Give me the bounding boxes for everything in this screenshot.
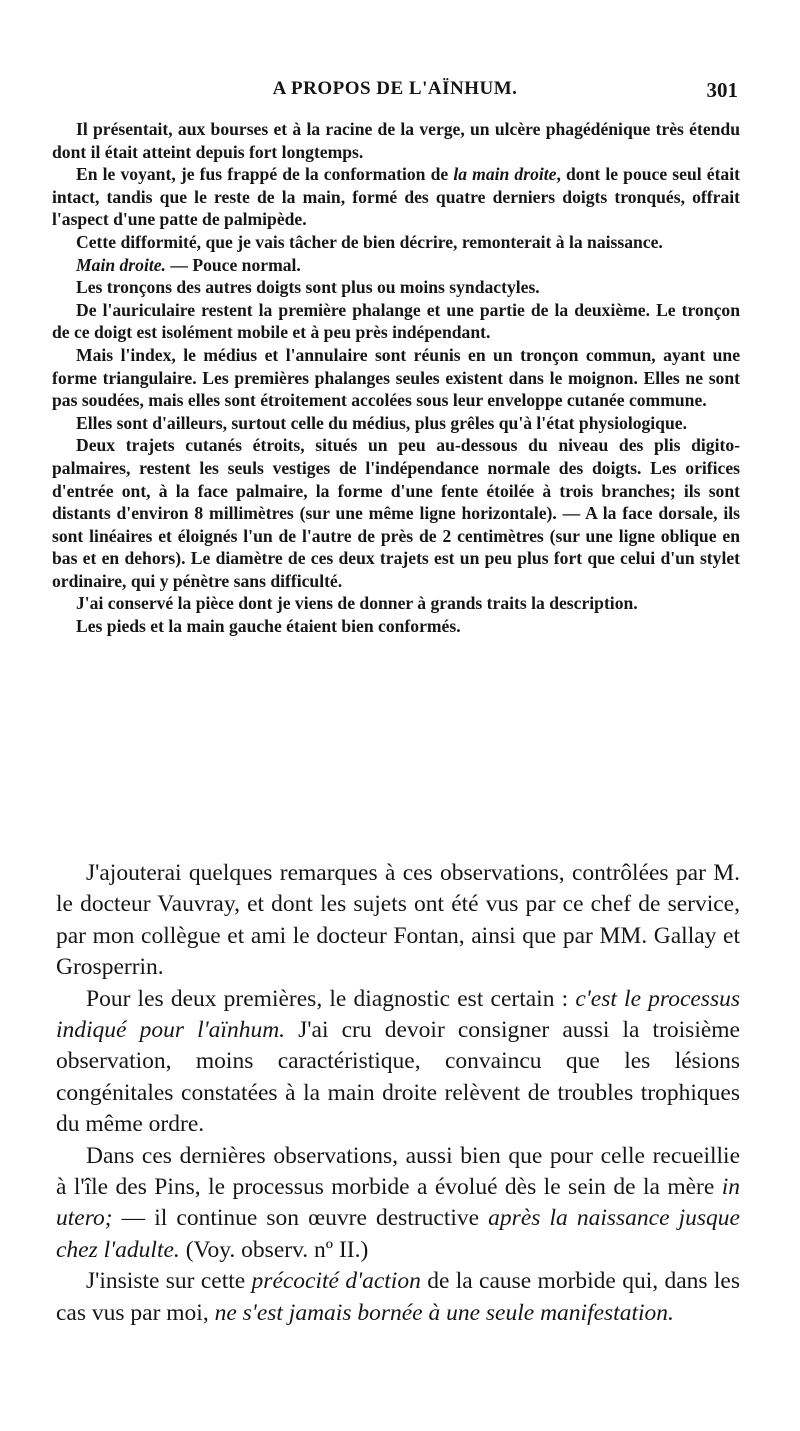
text-run: — Pouce normal.: [165, 254, 301, 275]
paragraph: Les tronçons des autres doigts sont plus ou moins syndactyles.: [76, 277, 540, 298]
emphasis: après la naissance jusque chez l'adulte.: [56, 1205, 740, 1263]
paragraph: Il présentait, aux bourses et à la racine de la verge, un ulcère phagédénique très étendu dont il était atteint depuis fort longtemps.: [52, 119, 740, 162]
paragraph: Mais l'index, le médius et l'annulaire sont réunis en un tronçon commun, ayant une forme triangulaire. Les premières phalanges seules existent dans le moignon. Elles ne sont pas soudées, mais elles sont étroitement accolées sous leur enveloppe cutanée commune.: [52, 344, 740, 411]
emphasis: précocité d'action: [251, 1268, 421, 1295]
text-run: — il continue son œuvre destructive: [112, 1205, 489, 1232]
paragraph: Les pieds et la main gauche étaient bien conformés.: [76, 616, 461, 637]
paragraph: [52, 163, 740, 231]
paragraph: [56, 1266, 740, 1329]
paragraph: Elles sont d'ailleurs, surtout celle du médius, plus grêles qu'à l'état physiologique.: [76, 412, 687, 433]
emphasis: la main droite: [453, 164, 557, 185]
commentary-text: [56, 858, 740, 1329]
text-run: En le voyant, je fus frappé de la conformation de: [76, 164, 454, 185]
paragraph: De l'auriculaire restent la première phalange et une partie de la deuxième. Le tronçon de ce doigt est isolément mobile et à peu près indépendant.: [52, 299, 740, 343]
paragraph: [56, 1141, 740, 1267]
paragraph: J'ai conservé la pièce dont je viens de donner à grands traits la description.: [76, 593, 638, 614]
running-title: A PROPOS DE L'AÏNHUM.: [272, 78, 518, 99]
emphasis: in utero;: [56, 1174, 740, 1232]
text-run: Pour les deux premières, le diagnostic est certain :: [86, 985, 576, 1012]
paragraph: J'ajouterai quelques remarques à ces observations, contrôlées par M. le docteur Vauvray, et dont les sujets ont été vus par ce chef de service, par mon collègue et ami le docteur Fontan, ainsi que par MM. Gallay et Grosperrin.: [56, 860, 740, 981]
text-run: , dont le pouce seul était intact, tandis que le reste de la main, formé des quatre derniers doigts tronqués, offrait l'aspect d'une patte de palmipède.: [52, 164, 740, 230]
text-run: Dans ces dernières observations, aussi bien que pour celle recueillie à l'île des Pins, le processus morbide a évolué dès le sein de la mère: [56, 1142, 740, 1201]
paragraph: [56, 984, 740, 1141]
text-run: J'insiste sur cette: [86, 1268, 252, 1295]
text-run: J'ai cru devoir consigner aussi la troisième observation, moins caractéristique, convaincu que les lésions congénitales constatées à la main droite relèvent de troubles trophiques du même ordre.: [56, 1017, 740, 1138]
text-run: de la cause morbide qui, dans les cas vus par moi,: [56, 1268, 740, 1326]
emphasis: Main droite.: [76, 254, 166, 275]
emphasis: c'est le processus indiqué pour l'aïnhum.: [56, 985, 740, 1044]
page-header: [52, 78, 738, 112]
paragraph: Deux trajets cutanés étroits, situés un peu au-dessous du niveau des plis digito-palmaires, restent les seuls vestiges de l'indépendance normale des doigts. Les orifices d'entrée ont, à la face palmaire, la forme d'une fente étoilée à trois branches; ils sont distants d'environ 8 millimètres (sur une même ligne horizontale). — A la face dorsale, ils sont linéaires et éloignés l'un de l'autre de près de 2 centimètres (sur une ligne oblique en bas et en dehors). Le diamètre de ces deux trajets est un peu plus fort que celui d'un stylet ordinaire, qui y pénètre sans difficulté.: [52, 435, 740, 591]
paragraph: Cette difformité, que je vais tâcher de bien décrire, remonterait à la naissance.: [76, 231, 663, 252]
emphasis: ne s'est jamais bornée à une seule manifestation.: [214, 1299, 674, 1326]
observation-text: [52, 118, 740, 638]
text-run: (Voy. observ. nº II.): [179, 1236, 369, 1263]
paragraph: [52, 254, 740, 277]
page-number: 301: [706, 78, 738, 102]
